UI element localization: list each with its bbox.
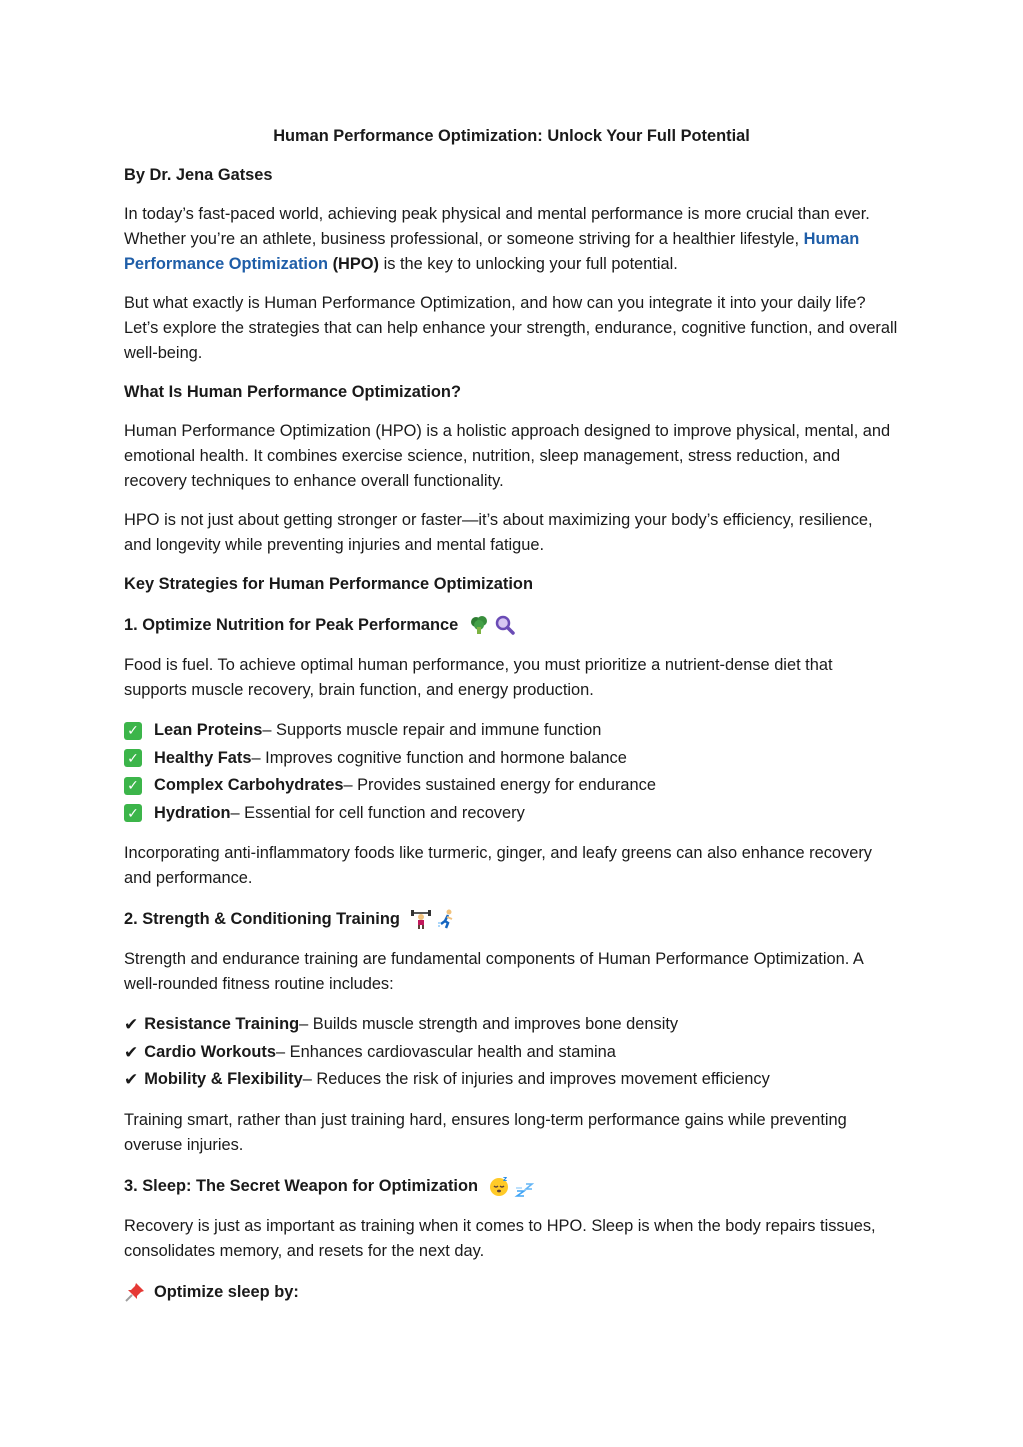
item-term: Mobility & Flexibility [144, 1070, 303, 1088]
runner-icon [436, 908, 458, 930]
svg-text:z: z [502, 1174, 508, 1183]
item-desc: – Reduces the risk of injuries and improves movement efficiency [302, 1070, 770, 1088]
strength-paragraph: Strength and endurance training are fundamental components of Human Performance Optimization. A well-rounded fitness routine includes: [124, 950, 863, 993]
checkmark-icon: ✔ [124, 1042, 139, 1062]
item-desc: – Essential for cell function and recovery [230, 803, 525, 822]
item-desc: – Enhances cardiovascular health and stamina [276, 1042, 616, 1061]
intro-paragraph-2: But what exactly is Human Performance Optimization, and how can you integrate it into your daily life? Let’s explore the strategies that can help enhance your strength, endurance, cognitive function, and overall well-being. [124, 294, 898, 362]
list-item [124, 1039, 899, 1067]
check-icon: ✓ [124, 722, 142, 740]
strategy-title: 1. Optimize Nutrition for Peak Performance [124, 616, 459, 634]
broccoli-icon [468, 614, 490, 636]
section-heading-what: What Is Human Performance Optimization? [124, 383, 461, 401]
strategy-heading-strength [124, 905, 899, 933]
check-icon: ✓ [124, 777, 142, 795]
sleeping-face-icon [488, 1175, 510, 1197]
item-term: Hydration [154, 803, 231, 822]
document-title: Human Performance Optimization: Unlock Your Full Potential [273, 127, 750, 145]
item-term: Resistance Training [144, 1015, 300, 1033]
item-term: Complex Carbohydrates [154, 776, 344, 794]
nutrition-after: Incorporating anti-inflammatory foods like turmeric, ginger, and leafy greens can also enhance recovery and performance. [124, 844, 872, 887]
list-item [124, 717, 899, 745]
item-term: Cardio Workouts [144, 1042, 276, 1061]
intro-paragraph [124, 202, 899, 277]
strength-list [124, 1011, 899, 1094]
item-term: Lean Proteins [154, 721, 263, 739]
strategy-title: 3. Sleep: The Secret Weapon for Optimization [124, 1176, 478, 1195]
byline: By Dr. Jena Gatses [124, 166, 273, 184]
what-paragraph-2: HPO is not just about getting stronger or faster—it’s about maximizing your body’s efficiency, resilience, and longevity while preventing injuries and mental fatigue. [124, 511, 873, 554]
strategy-heading-sleep [124, 1172, 899, 1200]
strategy-heading-nutrition [124, 611, 899, 639]
document-body [124, 124, 899, 1320]
what-paragraph-1: Human Performance Optimization (HPO) is a holistic approach designed to improve physical, mental, and emotional health. It combines exercise science, nutrition, sleep management, stress reduction, and recovery techniques to enhance overall functionality. [124, 422, 891, 490]
weightlifter-icon [410, 908, 432, 930]
hpo-abbrev: (HPO) [328, 255, 380, 273]
list-item [124, 772, 899, 800]
list-item [124, 800, 899, 828]
item-desc: – Provides sustained energy for endurance [343, 776, 656, 794]
item-desc: – Builds muscle strength and improves bone density [299, 1015, 679, 1033]
magnifier-icon [494, 614, 516, 636]
hpo-link[interactable]: Human Performance Optimization [124, 230, 860, 273]
zzz-icon [514, 1175, 536, 1197]
list-item [124, 1066, 899, 1094]
list-item [124, 745, 899, 773]
intro-text: In today’s fast-paced world, achieving peak physical and mental performance is more crucial than ever. Whether you’re an athlete, business professional, or someone striving for a healthier lifestyle, [124, 205, 870, 248]
checkmark-icon: ✔ [124, 1015, 139, 1034]
section-heading-key: Key Strategies for Human Performance Optimization [124, 575, 533, 593]
item-desc: – Supports muscle repair and immune function [262, 721, 602, 739]
item-desc: – Improves cognitive function and hormone balance [251, 748, 627, 767]
check-icon: ✓ [124, 749, 142, 767]
item-term: Healthy Fats [154, 748, 252, 767]
sleep-subheading [124, 1278, 899, 1306]
list-item [124, 1011, 899, 1039]
nutrition-paragraph: Food is fuel. To achieve optimal human performance, you must prioritize a nutrient-dense diet that supports muscle recovery, brain function, and energy production. [124, 656, 833, 699]
pushpin-icon [124, 1281, 146, 1303]
check-icon: ✓ [124, 804, 142, 822]
nutrition-list [124, 717, 899, 827]
intro-text-end: is the key to unlocking your full potential. [379, 255, 678, 273]
sleep-paragraph: Recovery is just as important as training when it comes to HPO. Sleep is when the body repairs tissues, consolidates memory, and resets for the next day. [124, 1216, 876, 1260]
sleep-subheading-text: Optimize sleep by: [154, 1282, 299, 1301]
strategy-title: 2. Strength & Conditioning Training [124, 910, 400, 928]
checkmark-icon: ✔ [124, 1070, 139, 1089]
strength-after: Training smart, rather than just training hard, ensures long-term performance gains while preventing overuse injuries. [124, 1110, 847, 1154]
